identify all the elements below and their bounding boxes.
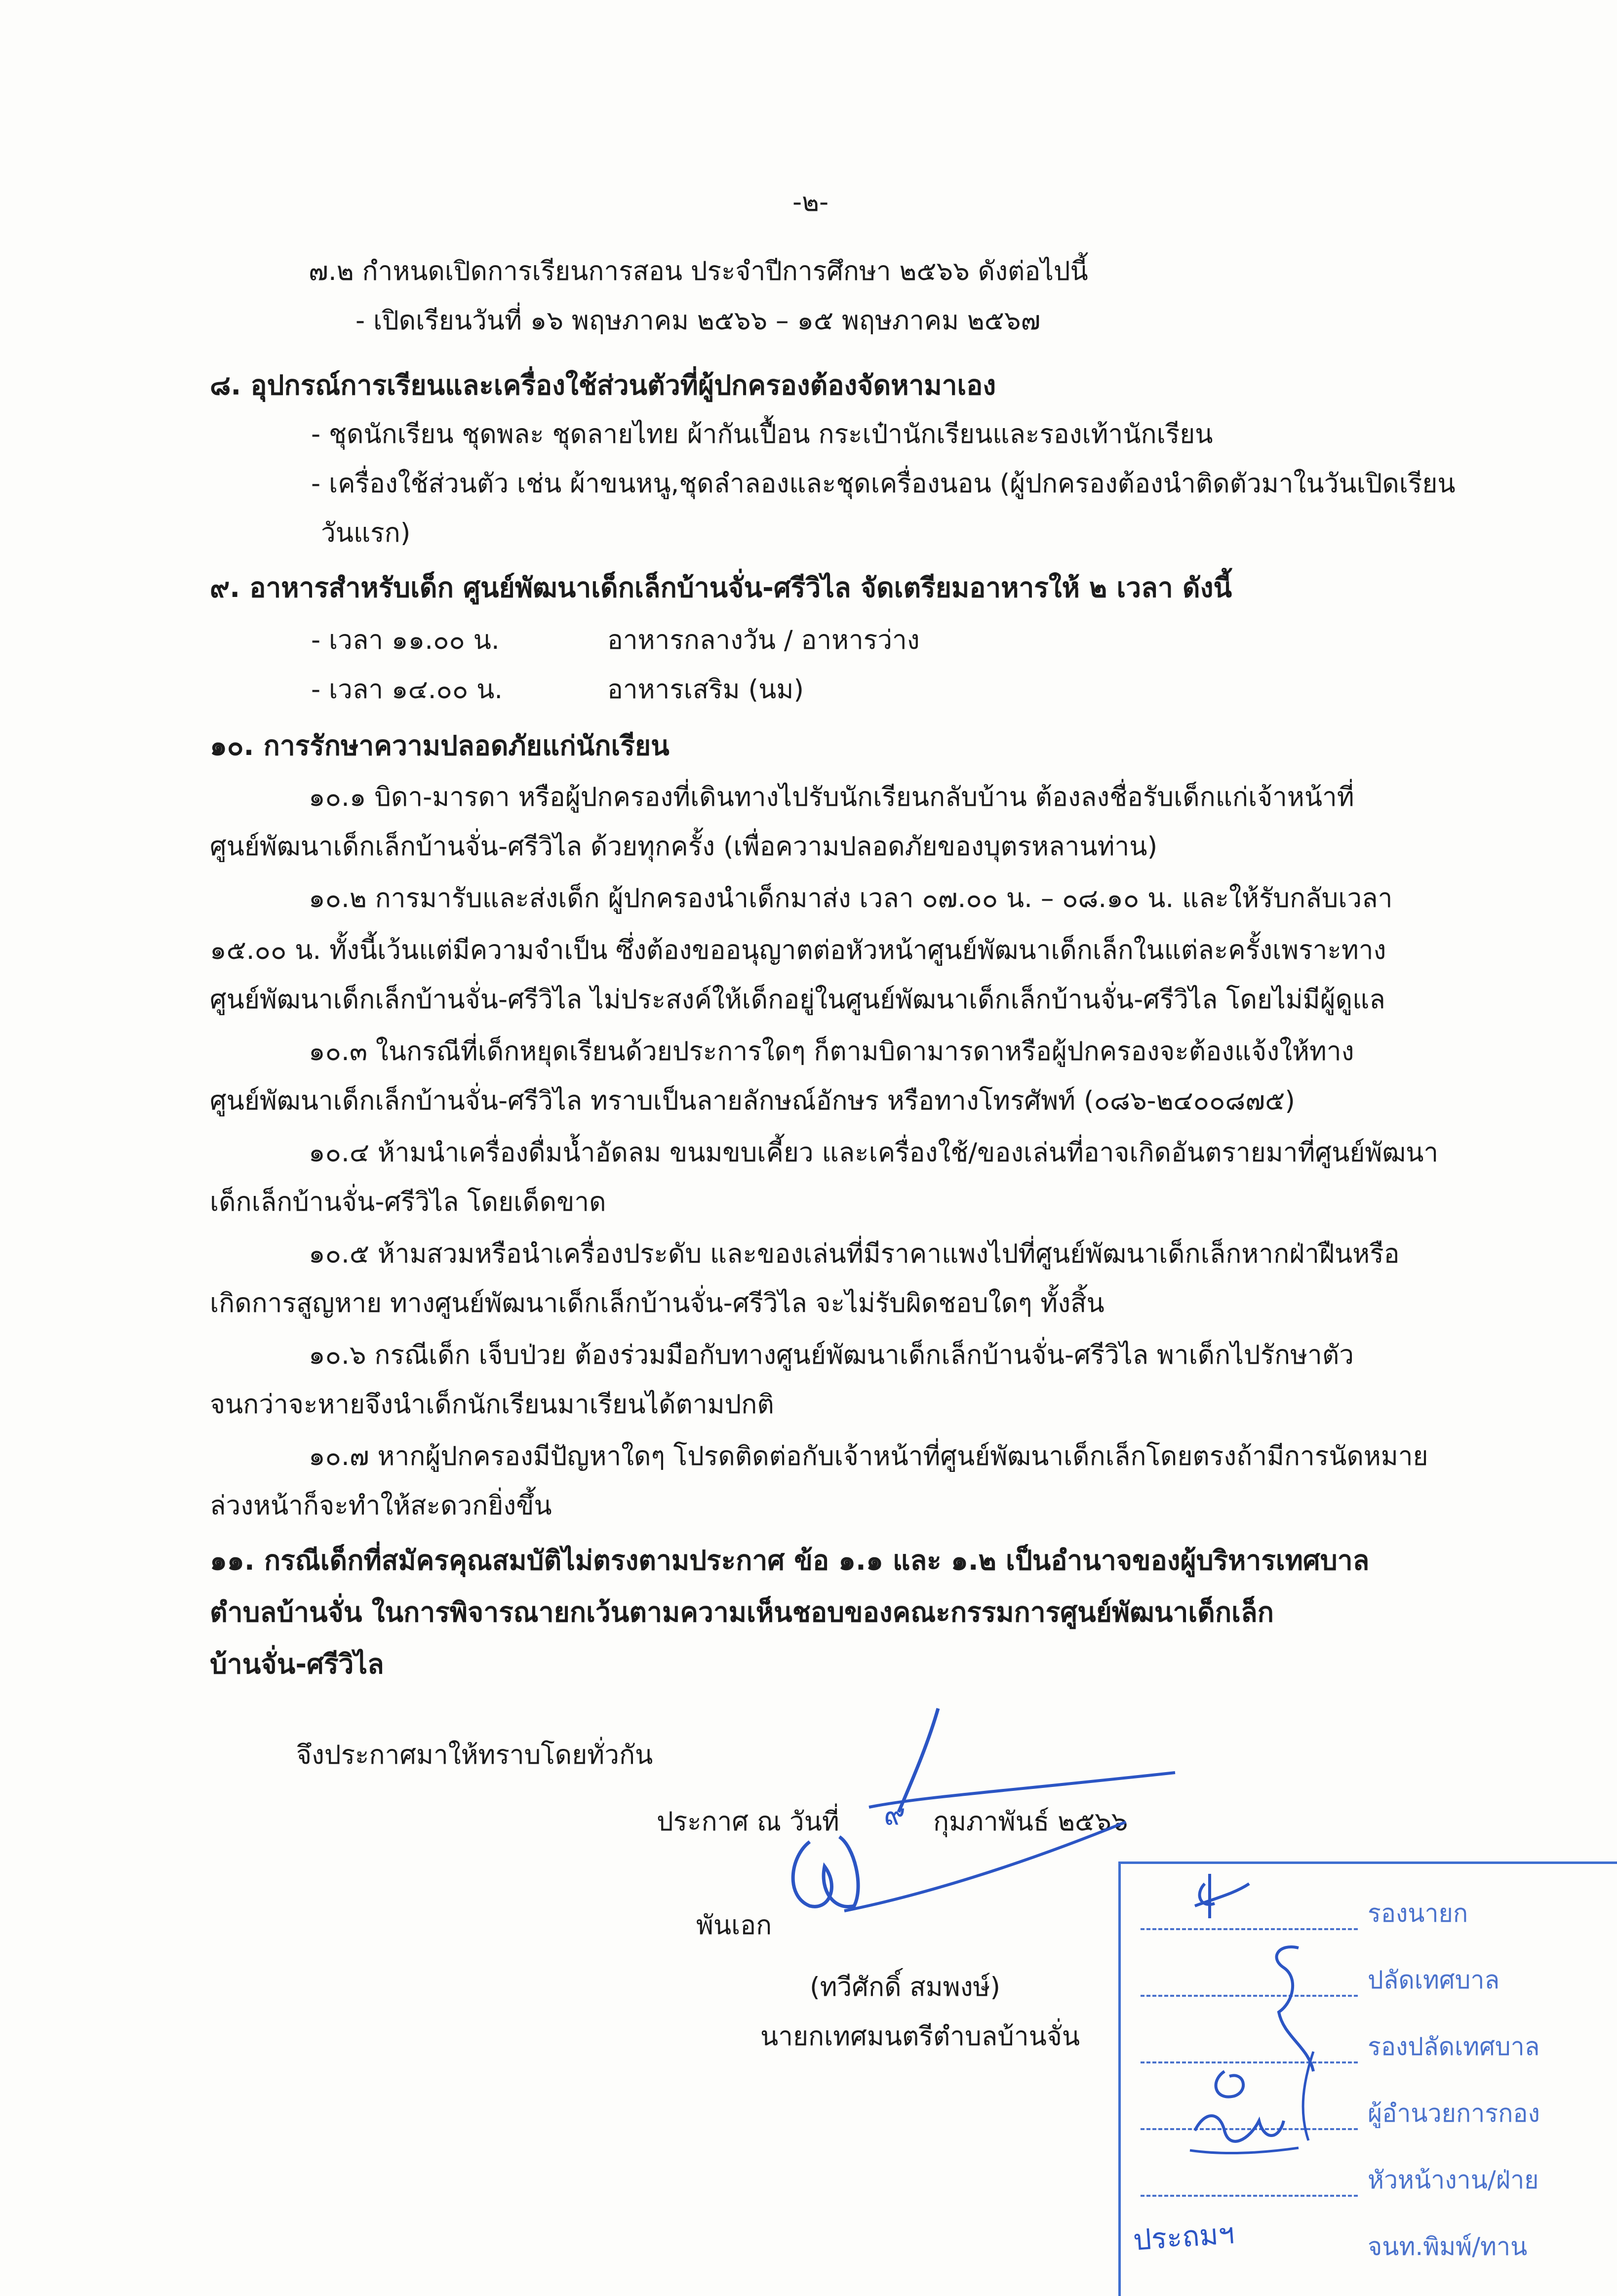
pen-stroke (793, 1837, 858, 1907)
section-10-line: ศูนย์พัฒนาเด็กเล็กบ้านจั่น-ศรีวิไล ด้วยทุกครั้ง (เพื่อความปลอดภัยของบุตรหลานท่าน) (210, 831, 1158, 862)
section-8-heading: ๘. อุปกรณ์การเรียนและเครื่องใช้ส่วนตัวที่ผู้ปกครองต้องจัดหามาเอง (210, 369, 996, 401)
section-10-line: ๑๐.๖ กรณีเด็ก เจ็บป่วย ต้องร่วมมือกับทางศูนย์พัฒนาเด็กเล็กบ้านจั่น-ศรีวิไล พาเด็กไปรักษาตัว (309, 1340, 1354, 1370)
section-8-bullet-2-cont: วันแรก) (321, 518, 411, 548)
item-7-2: ๗.๒ กำหนดเปิดการเรียนการสอน ประจำปีการศึกษา ๒๕๖๖ ดังต่อไปนี้ (309, 256, 1088, 286)
meal-time: - เวลา ๑๑.๐๐ น. (311, 625, 500, 655)
initial-mark (1277, 1947, 1313, 2071)
section-8-bullet-1: - ชุดนักเรียน ชุดพละ ชุดลายไทย ผ้ากันเปื้อน กระเป๋านักเรียนและรองเท้านักเรียน (311, 419, 1213, 449)
section-10-line: ล่วงหน้าก็จะทำให้สะดวกยิ่งขึ้น (210, 1491, 552, 1521)
initial-mark (1216, 2071, 1244, 2097)
announce-date-day: ๙ (884, 1797, 906, 1832)
stamp-row: รองปลัดเทศบาล (1368, 2032, 1540, 2061)
meal-name: อาหารเสริม (นม) (607, 674, 804, 705)
section-9-heading: ๙. อาหารสำหรับเด็ก ศูนย์พัฒนาเด็กเล็กบ้านจั่น-ศรีวิไล จัดเตรียมอาหารให้ ๒ เวลา ดังนี้ (210, 572, 1232, 603)
section-10-line: ศูนย์พัฒนาเด็กเล็กบ้านจั่น-ศรีวิไล ทราบเป็นลายลักษณ์อักษร หรือทางโทรศัพท์ (๐๘๖-๒๔๐๐๘๗๕) (210, 1086, 1295, 1116)
section-10-line: ๑๕.๐๐ น. ทั้งนี้เว้นแต่มีความจำเป็น ซึ่งต้องขออนุญาตต่อหัวหน้าศูนย์พัฒนาเด็กเล็กในแต่ละครั้งเพราะทาง (210, 935, 1386, 965)
meal-time: - เวลา ๑๔.๐๐ น. (311, 674, 503, 705)
open-dates: - เปิดเรียนวันที่ ๑๖ พฤษภาคม ๒๕๖๖ – ๑๕ พฤษภาคม ๒๕๖๗ (355, 306, 1041, 336)
section-10-line: เกิดการสูญหาย ทางศูนย์พัฒนาเด็กเล็กบ้านจั่น-ศรีวิไล จะไม่รับผิดชอบใดๆ ทั้งสิ้น (210, 1288, 1104, 1318)
stamp-row: ปลัดเทศบาล (1368, 1966, 1500, 1994)
signer-title: นายกเทศมนตรีตำบลบ้านจั่น (760, 2021, 1080, 2052)
initial-mark (1190, 2148, 1299, 2153)
stamp-row: ผู้อำนวยการกอง (1368, 2099, 1540, 2128)
initial-mark (1195, 1874, 1249, 1918)
meal-name: อาหารกลางวัน / อาหารว่าง (607, 625, 920, 655)
section-10-line: จนกว่าจะหายจึงนำเด็กนักเรียนมาเรียนได้ตามปกติ (210, 1389, 774, 1420)
announce-date-prefix: ประกาศ ณ วันที่ (657, 1807, 839, 1837)
section-11-line: ตำบลบ้านจั่น ในการพิจารณายกเว้นตามความเห็นชอบของคณะกรรมการศูนย์พัฒนาเด็กเล็ก (210, 1596, 1274, 1628)
announce-date-rest: กุมภาพันธ์ ๒๕๖๖ (933, 1807, 1128, 1837)
signer-rank: พันเอก (696, 1910, 772, 1940)
section-10-line: ศูนย์พัฒนาเด็กเล็กบ้านจั่น-ศรีวิไล ไม่ประสงค์ให้เด็กอยู่ในศูนย์พัฒนาเด็กเล็กบ้านจั่น-ศรีวิไล โดยไม่มีผู้ดูแล (210, 985, 1385, 1015)
signer-name: (ทวีศักดิ์ สมพงษ์) (810, 1972, 1001, 2002)
section-10-line: ๑๐.๑ บิดา-มารดา หรือผู้ปกครองที่เดินทางไปรับนักเรียนกลับบ้าน ต้องลงชื่อรับเด็กแก่เจ้าหน้าที่ (309, 782, 1354, 812)
section-10-line: ๑๐.๗ หากผู้ปกครองมีปัญหาใดๆ โปรดติดต่อกับเจ้าหน้าที่ศูนย์พัฒนาเด็กเล็กโดยตรงถ้ามีการนัดหมาย (309, 1441, 1428, 1471)
closing-announcement: จึงประกาศมาให้ทราบโดยทั่วกัน (296, 1740, 653, 1770)
stamp-handwritten-note: ประถมฯ (1132, 2216, 1236, 2257)
pen-stroke (844, 1822, 1126, 1911)
section-10-line: เด็กเล็กบ้านจั่น-ศรีวิไล โดยเด็ดขาด (210, 1187, 606, 1217)
page-number: -๒- (792, 187, 829, 217)
initial-mark (1195, 2116, 1284, 2141)
stamp-row: จนท.พิมพ์/ทาน (1368, 2232, 1528, 2261)
section-11-line: บ้านจั่น-ศรีวิไล (210, 1648, 384, 1680)
stamp-row: รองนายก (1368, 1899, 1468, 1928)
section-10-heading: ๑๐. การรักษาความปลอดภัยแก่นักเรียน (210, 730, 670, 761)
section-10-line: ๑๐.๕ ห้ามสวมหรือนำเครื่องประดับ และของเล่นที่มีราคาแพงไปที่ศูนย์พัฒนาเด็กเล็กหากฝ่าฝืนหรือ (309, 1239, 1400, 1269)
routing-stamp (1118, 1861, 1617, 2296)
stamp-initials (1136, 1864, 1363, 2219)
stamp-row: หัวหน้างาน/ฝ่าย (1368, 2166, 1539, 2194)
section-10-line: ๑๐.๔ ห้ามนำเครื่องดื่มน้ำอัดลม ขนมขบเคี้ยว และเครื่องใช้/ของเล่นที่อาจเกิดอันตรายมาที่ศูนย์พัฒนา (309, 1138, 1439, 1168)
section-11-line: ๑๑. กรณีเด็กที่สมัครคุณสมบัติไม่ตรงตามประกาศ ข้อ ๑.๑ และ ๑.๒ เป็นอำนาจของผู้บริหารเทศบาล (210, 1544, 1370, 1576)
section-10-line: ๑๐.๒ การมารับและส่งเด็ก ผู้ปกครองนำเด็กมาส่ง เวลา ๐๗.๐๐ น. – ๐๘.๑๐ น. และให้รับกลับเวลา (309, 883, 1393, 913)
section-8-bullet-2: - เครื่องใช้ส่วนตัว เช่น ผ้าขนหนู,ชุดลำลองและชุดเครื่องนอน (ผู้ปกครองต้องนำติดตัวมาในวันเปิดเรียน (311, 469, 1456, 499)
section-10-line: ๑๐.๓ ในกรณีที่เด็กหยุดเรียนด้วยประการใดๆ ก็ตามบิดามารดาหรือผู้ปกครองจะต้องแจ้งให้ทาง (309, 1036, 1354, 1067)
